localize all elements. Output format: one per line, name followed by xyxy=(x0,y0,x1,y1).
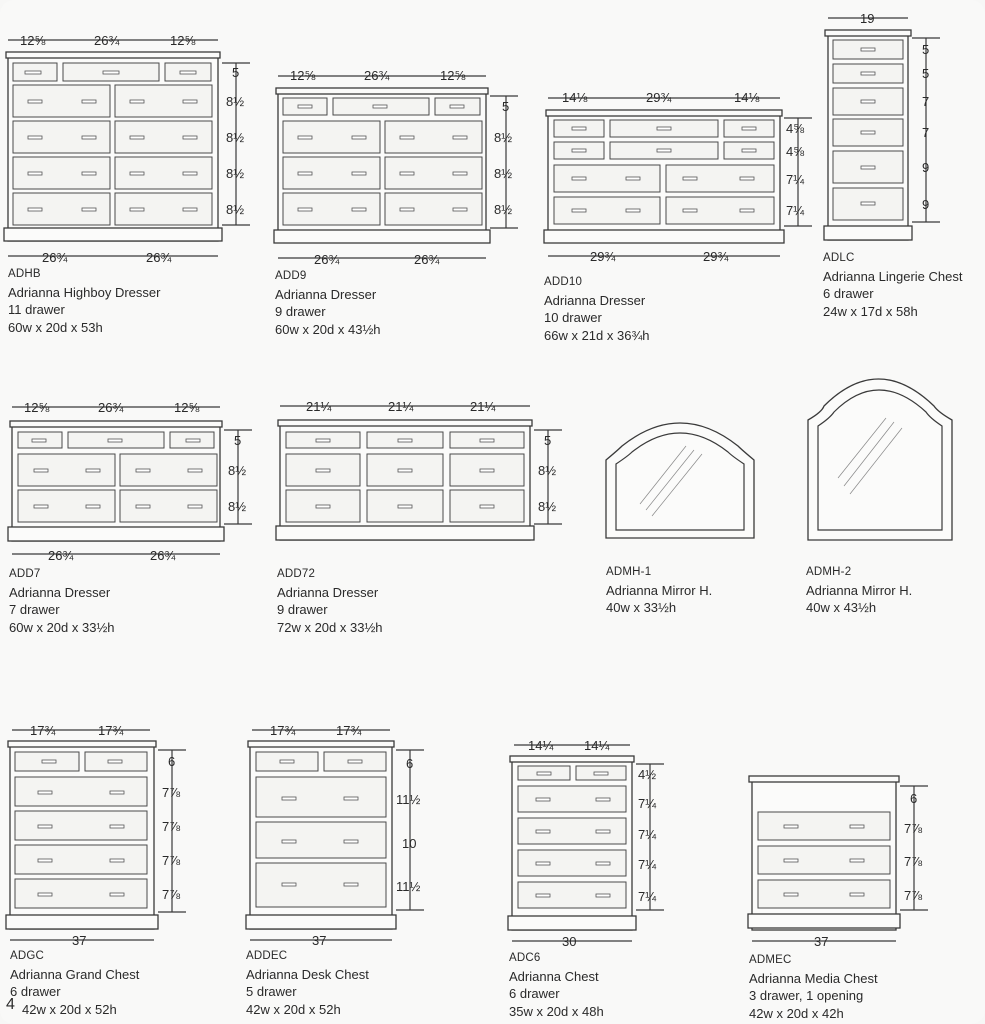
product-size: 72w x 20d x 33½h xyxy=(277,619,383,635)
caption-add72 xyxy=(277,566,383,636)
adlc-top-dim-0: 19 xyxy=(860,11,875,26)
product-detail: 6 drawer xyxy=(509,986,560,1001)
add7-top-dim-2: 12⅝ xyxy=(174,400,200,415)
adgc-bottom-dim-0: 37 xyxy=(72,933,87,948)
adgc-side-dim-0: 6 xyxy=(168,754,176,769)
product-size: 40w x 33½h xyxy=(606,600,677,615)
adgc-side-dim-2: 7⅞ xyxy=(162,819,181,834)
addec-drawing xyxy=(246,723,424,948)
add10-side-dim-0: 4⅝ xyxy=(786,121,805,136)
add10-side-dim-3: 7¼ xyxy=(786,203,805,218)
add9-top-dim-0: 12⅝ xyxy=(290,68,316,83)
add10-bottom-dim-1: 29¾ xyxy=(703,249,729,264)
adgc-drawing xyxy=(6,723,186,948)
admh1-drawing xyxy=(606,423,754,538)
add72-top-dim-2: 21¼ xyxy=(470,399,496,414)
adlc-side-dim-0: 5 xyxy=(922,42,930,57)
addec-bottom-dim-0: 37 xyxy=(312,933,327,948)
adc6-side-dim-3: 7¼ xyxy=(638,857,657,872)
adhb-side-dim-4: 8½ xyxy=(226,202,245,217)
product-name: Adrianna Dresser xyxy=(275,286,377,302)
add72-drawing xyxy=(276,399,562,540)
adhb-bottom-dim-0: 26¾ xyxy=(42,250,68,265)
adhb-side-dim-1: 8½ xyxy=(226,94,245,109)
admec-side-dim-1: 7⅞ xyxy=(904,821,923,836)
product-code: ADD72 xyxy=(277,568,316,580)
caption-admh2 xyxy=(806,564,912,617)
add10-side-dim-1: 4⅝ xyxy=(786,144,805,159)
caption-admh1 xyxy=(606,564,712,617)
add9-side-dim-3: 8½ xyxy=(494,202,513,217)
adhb-side-dim-3: 8½ xyxy=(226,166,245,181)
admec-side-dim-2: 7⅞ xyxy=(904,854,923,869)
add72-top-dim-1: 21¼ xyxy=(388,399,414,414)
add72-side-dim-2: 8½ xyxy=(538,499,557,514)
add10-top-dim-1: 29¾ xyxy=(646,90,672,105)
product-size: 60w x 20d x 33½h xyxy=(9,619,115,635)
add10-top-dim-0: 14⅛ xyxy=(562,90,588,105)
admh2-drawing xyxy=(808,379,952,540)
add9-side-dim-2: 8½ xyxy=(494,166,513,181)
caption-adhb xyxy=(8,266,160,336)
product-detail: 6 drawer xyxy=(10,984,61,999)
addec-top-dim-0: 17¾ xyxy=(270,723,296,738)
add7-drawing xyxy=(8,400,252,563)
addec-side-dim-0: 6 xyxy=(406,756,414,771)
product-code: ADMH-1 xyxy=(606,566,652,578)
add72-side-dim-0: 5 xyxy=(544,433,552,448)
adlc-side-dim-2: 7 xyxy=(922,94,930,109)
adlc-side-dim-5: 9 xyxy=(922,197,930,212)
adc6-top-dim-1: 14¼ xyxy=(584,738,610,753)
addec-top-dim-1: 17¾ xyxy=(336,723,362,738)
adc6-drawing xyxy=(508,738,664,949)
product-size: 60w x 20d x 53h xyxy=(8,319,103,335)
product-code: ADC6 xyxy=(509,952,541,964)
adgc-side-dim-1: 7⅞ xyxy=(162,785,181,800)
product-name: Adrianna Dresser xyxy=(9,584,111,600)
add10-drawing xyxy=(544,90,812,264)
product-detail: 3 drawer, 1 opening xyxy=(749,988,864,1003)
caption-adc6 xyxy=(509,950,604,1020)
page-number: 4 xyxy=(6,996,15,1013)
product-code: ADGC xyxy=(10,950,45,962)
product-code: ADMEC xyxy=(749,954,792,966)
admec-side-dim-0: 6 xyxy=(910,791,918,806)
caption-adlc xyxy=(823,250,962,320)
adhb-top-dim-0: 12⅝ xyxy=(20,33,46,48)
product-size: 60w x 20d x 43½h xyxy=(275,321,381,337)
product-name: Adrianna Chest xyxy=(509,968,599,984)
product-detail: 7 drawer xyxy=(9,602,60,617)
product-name: Adrianna Desk Chest xyxy=(246,966,369,982)
product-code: ADD9 xyxy=(275,270,307,282)
product-size: 40w x 43½h xyxy=(806,600,877,615)
product-name: Adrianna Dresser xyxy=(544,292,646,308)
adlc-side-dim-4: 9 xyxy=(922,160,930,175)
caption-add9 xyxy=(275,268,381,338)
product-size: 24w x 17d x 58h xyxy=(823,303,918,319)
caption-admec xyxy=(749,952,878,1022)
add7-bottom-dim-0: 26¾ xyxy=(48,548,74,563)
adc6-top-dim-0: 14¼ xyxy=(528,738,554,753)
adhb-top-dim-1: 26¾ xyxy=(94,33,120,48)
product-code: ADDEC xyxy=(246,950,288,962)
addec-side-dim-2: 10 xyxy=(402,836,417,851)
product-name: Adrianna Lingerie Chest xyxy=(823,268,963,284)
add7-side-dim-0: 5 xyxy=(234,433,242,448)
add10-side-dim-2: 7¼ xyxy=(786,172,805,187)
adc6-side-dim-2: 7¼ xyxy=(638,827,657,842)
product-name: Adrianna Mirror H. xyxy=(606,582,713,598)
caption-add10 xyxy=(544,274,650,344)
adc6-side-dim-0: 4½ xyxy=(638,767,657,782)
adhb-bottom-dim-1: 26¾ xyxy=(146,250,172,265)
add7-top-dim-1: 26¾ xyxy=(98,400,124,415)
caption-add7 xyxy=(9,566,115,636)
add9-drawing xyxy=(274,68,518,267)
adc6-side-dim-4: 7¼ xyxy=(638,889,657,904)
product-name: Adrianna Dresser xyxy=(277,584,379,600)
product-code: ADD10 xyxy=(544,276,583,288)
product-size: 42w x 20d x 42h xyxy=(749,1005,844,1021)
product-detail: 10 drawer xyxy=(544,310,602,325)
adlc-side-dim-3: 7 xyxy=(922,125,930,140)
add7-side-dim-1: 8½ xyxy=(228,463,247,478)
caption-adgc xyxy=(10,948,139,1018)
adhb-side-dim-0: 5 xyxy=(232,65,240,80)
add9-top-dim-2: 12⅝ xyxy=(440,68,466,83)
adgc-top-dim-1: 17¾ xyxy=(98,723,124,738)
adgc-top-dim-0: 17¾ xyxy=(30,723,56,738)
product-detail: 6 drawer xyxy=(823,286,874,301)
add10-bottom-dim-0: 29¾ xyxy=(590,249,616,264)
product-code: ADHB xyxy=(8,268,41,280)
adlc-side-dim-1: 5 xyxy=(922,66,930,81)
product-code: ADLC xyxy=(823,252,855,264)
add9-top-dim-1: 26¾ xyxy=(364,68,390,83)
add72-side-dim-1: 8½ xyxy=(538,463,557,478)
add7-bottom-dim-1: 26¾ xyxy=(150,548,176,563)
adc6-bottom-dim-0: 30 xyxy=(562,934,577,949)
product-size: 66w x 21d x 36¾h xyxy=(544,327,650,343)
add9-bottom-dim-1: 26¾ xyxy=(414,252,440,267)
adhb-top-dim-2: 12⅝ xyxy=(170,33,196,48)
adgc-side-dim-3: 7⅞ xyxy=(162,853,181,868)
product-code: ADD7 xyxy=(9,568,41,580)
addec-side-dim-3: 11½ xyxy=(396,879,421,894)
product-size: 42w x 20d x 52h xyxy=(22,1001,117,1017)
product-name: Adrianna Media Chest xyxy=(749,970,878,986)
product-name: Adrianna Grand Chest xyxy=(10,966,140,982)
admec-drawing xyxy=(748,776,928,949)
product-detail: 5 drawer xyxy=(246,984,297,999)
product-size: 42w x 20d x 52h xyxy=(246,1001,341,1017)
admec-side-dim-3: 7⅞ xyxy=(904,888,923,903)
add9-side-dim-1: 8½ xyxy=(494,130,513,145)
caption-addec xyxy=(246,948,369,1018)
adgc-side-dim-4: 7⅞ xyxy=(162,887,181,902)
product-detail: 9 drawer xyxy=(277,602,328,617)
product-detail: 9 drawer xyxy=(275,304,326,319)
product-name: Adrianna Mirror H. xyxy=(806,582,913,598)
adc6-side-dim-1: 7¼ xyxy=(638,796,657,811)
add7-top-dim-0: 12⅝ xyxy=(24,400,50,415)
add9-bottom-dim-0: 26¾ xyxy=(314,252,340,267)
product-size: 35w x 20d x 48h xyxy=(509,1003,604,1019)
add10-top-dim-2: 14⅛ xyxy=(734,90,760,105)
add72-top-dim-0: 21¼ xyxy=(306,399,332,414)
product-name: Adrianna Highboy Dresser xyxy=(8,284,161,300)
admec-bottom-dim-0: 37 xyxy=(814,934,829,949)
adhb-side-dim-2: 8½ xyxy=(226,130,245,145)
addec-side-dim-1: 11½ xyxy=(396,792,421,807)
add7-side-dim-2: 8½ xyxy=(228,499,247,514)
product-detail: 11 drawer xyxy=(8,302,65,317)
adlc-drawing xyxy=(824,11,940,240)
product-code: ADMH-2 xyxy=(806,566,852,578)
adhb-drawing xyxy=(4,33,250,265)
add9-side-dim-0: 5 xyxy=(502,99,510,114)
